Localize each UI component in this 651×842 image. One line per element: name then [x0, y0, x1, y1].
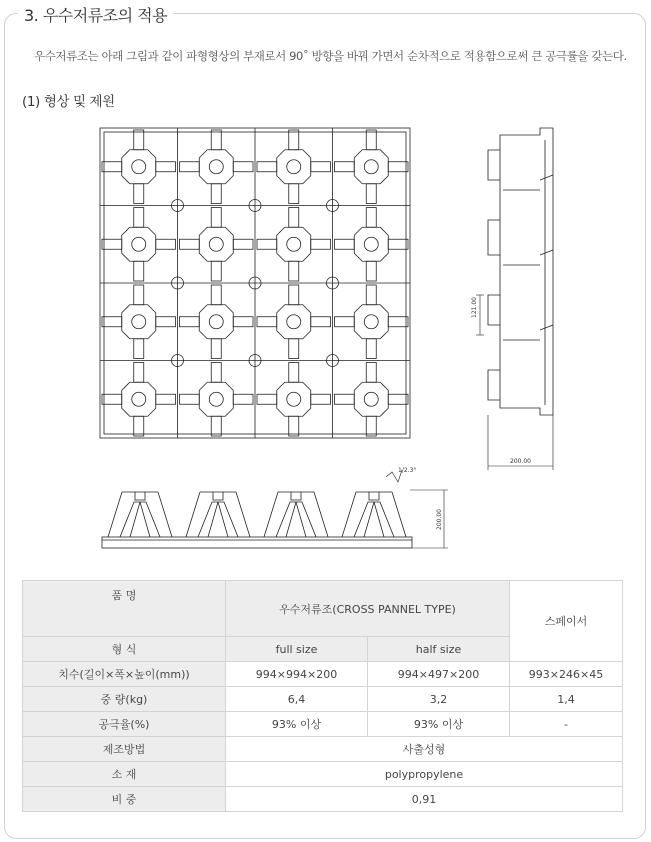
plan-node: [122, 150, 156, 184]
row-label: 제조방법: [23, 737, 226, 762]
front-rib: [186, 492, 250, 537]
row-value: polypropylene: [226, 762, 623, 787]
plan-node: [277, 227, 311, 261]
half-size-cell: half size: [368, 637, 510, 662]
sub-title: (1) 형상 및 제원: [22, 94, 115, 110]
table-row: [23, 581, 623, 637]
row-full: 93% 이상: [226, 712, 368, 737]
row-full: 994×994×200: [226, 662, 368, 687]
row-label: 소 재: [23, 762, 226, 787]
row-value: 0,91: [226, 787, 623, 812]
side-view: [476, 128, 553, 470]
front-view-dimensions: [386, 470, 448, 548]
row-label: 중 량(kg): [23, 687, 226, 712]
section-title: 3. 우수저류조의 적용: [18, 3, 173, 26]
row-value: 사출성형: [226, 737, 623, 762]
side-width-dimension: 200.00: [510, 458, 531, 465]
table-row: [23, 737, 623, 762]
spec-table: [22, 580, 623, 812]
side-height-dimension: 121.00: [471, 297, 478, 318]
row-half: 3,2: [368, 687, 510, 712]
product-name-cell: 우수저류조(CROSS PANNEL TYPE): [226, 581, 510, 637]
full-size-cell: full size: [226, 637, 368, 662]
front-height-dimension: 200.00: [436, 509, 443, 530]
plan-node: [199, 150, 233, 184]
plan-node: [122, 382, 156, 416]
row-label: 치수(길이×폭×높이(mm)): [23, 662, 226, 687]
plan-node: [354, 227, 388, 261]
row-half: 994×497×200: [368, 662, 510, 687]
row-label: 비 중: [23, 787, 226, 812]
plan-view: [100, 128, 410, 438]
table-row: [23, 662, 623, 687]
front-rib: [264, 492, 328, 537]
front-slope-dimension: 1/2.3°: [398, 467, 417, 474]
intro-text: 우수저류조는 아래 그림과 같이 파형형상의 부재로서 90˚ 방향을 바꿔 가면서 순차적으로 적용함으로써 큰 공극률을 갖는다.: [34, 49, 627, 63]
plan-node: [199, 382, 233, 416]
plan-node: [277, 150, 311, 184]
spacer-header-cell: 스페이서: [510, 581, 623, 662]
front-view-base: [102, 537, 412, 548]
row-label: 공극율(%): [23, 712, 226, 737]
front-rib: [108, 492, 172, 537]
plan-node: [122, 305, 156, 339]
form-label-cell: 형 식: [23, 637, 226, 662]
table-row: [23, 712, 623, 737]
row-spacer: -: [510, 712, 623, 737]
row-spacer: 1,4: [510, 687, 623, 712]
header-name-cell: 품 명: [23, 581, 226, 637]
plan-node: [277, 382, 311, 416]
plan-node: [354, 382, 388, 416]
table-row: [23, 787, 623, 812]
plan-node: [354, 150, 388, 184]
row-half: 93% 이상: [368, 712, 510, 737]
table-row: [23, 762, 623, 787]
table-row: [23, 687, 623, 712]
plan-node: [199, 305, 233, 339]
row-full: 6,4: [226, 687, 368, 712]
front-view: [102, 492, 412, 548]
plan-node: [199, 227, 233, 261]
plan-node: [122, 227, 156, 261]
plan-node: [277, 305, 311, 339]
row-spacer: 993×246×45: [510, 662, 623, 687]
front-rib: [342, 492, 406, 537]
plan-node: [354, 305, 388, 339]
